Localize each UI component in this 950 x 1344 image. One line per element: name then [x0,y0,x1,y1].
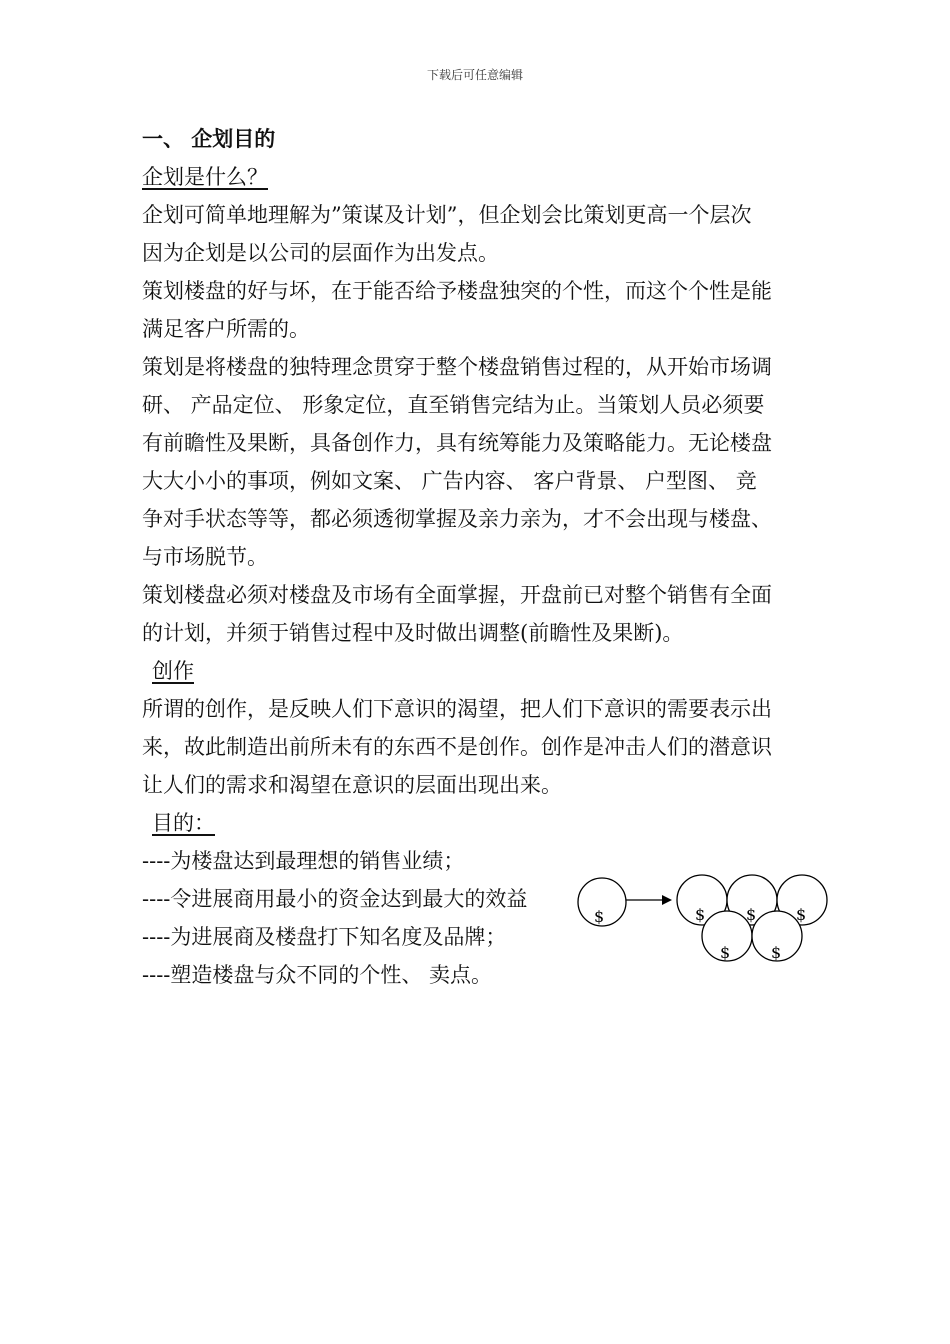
dollar-sign: $ [594,907,605,926]
section-heading: 一、 企划目的 [142,127,276,151]
paragraph-line: 策划是将楼盘的独特理念贯穿于整个楼盘销售过程的，从开始市场调 [142,355,772,379]
dollar-sign: $ [746,905,757,924]
paragraph-line: 的计划，并须于销售过程中及时做出调整(前瞻性及果断)。 [142,621,684,645]
paragraph-line: 所谓的创作，是反映人们下意识的渴望，把人们下意识的需要表示出 [142,697,772,721]
paragraph-line: 策划楼盘必须对楼盘及市场有全面掌握，开盘前已对整个销售有全面 [142,583,772,607]
goal-item: ----为进展商及楼盘打下知名度及品牌； [142,925,507,949]
money-multiplication-diagram [576,868,836,968]
create-title: 创作 [152,659,194,683]
paragraph-line: 来，故此制造出前所未有的东西不是创作。创作是冲击人们的潜意识 [142,735,772,759]
paragraph-line: 因为企划是以公司的层面作为出发点。 [142,241,499,265]
paragraph-line: 大大小小的事项，例如文案、 广告内容、 客户背景、 户型图、 竞 [142,469,757,493]
goal-item: ----塑造楼盘与众不同的个性、 卖点。 [142,963,493,987]
create-title-line [142,652,842,690]
goal-title: 目的： [152,811,215,835]
goal-item: ----为楼盘达到最理想的销售业绩； [142,849,465,873]
page-header: 下载后可任意编辑 [426,68,523,82]
dollar-sign: $ [771,943,782,962]
goal-title-line [142,804,842,842]
what-title: 企划是什么？ [142,165,268,189]
dollar-sign: $ [695,905,706,924]
document-body [142,120,842,994]
dollar-sign: $ [796,905,807,924]
arrow-head-icon [662,895,672,905]
what-title-line [142,158,842,196]
paragraph-line: 企划可简单地理解为”策谋及计划”，但企划会比策划更高一个层次 [142,203,752,227]
paragraph-line: 让人们的需求和渴望在意识的层面出现出来。 [142,773,562,797]
paragraph-line: 满足客户所需的。 [142,317,310,341]
paragraph-line: 有前瞻性及果断，具备创作力，具有统筹能力及策略能力。无论楼盘 [142,431,772,455]
paragraph-line: 争对手状态等等，都必须透彻掌握及亲力亲为，才不会出现与楼盘、 [142,507,772,531]
goal-item: ----令进展商用最小的资金达到最大的效益 [142,887,528,911]
paragraph-line: 策划楼盘的好与坏，在于能否给予楼盘独突的个性，而这个个性是能 [142,279,772,303]
dollar-sign: $ [720,943,731,962]
paragraph-line: 研、 产品定位、 形象定位，直至销售完结为止。当策划人员必须要 [142,393,765,417]
what-paragraphs [142,196,842,652]
paragraph-line: 与市场脱节。 [142,545,268,569]
create-paragraphs [142,690,842,804]
